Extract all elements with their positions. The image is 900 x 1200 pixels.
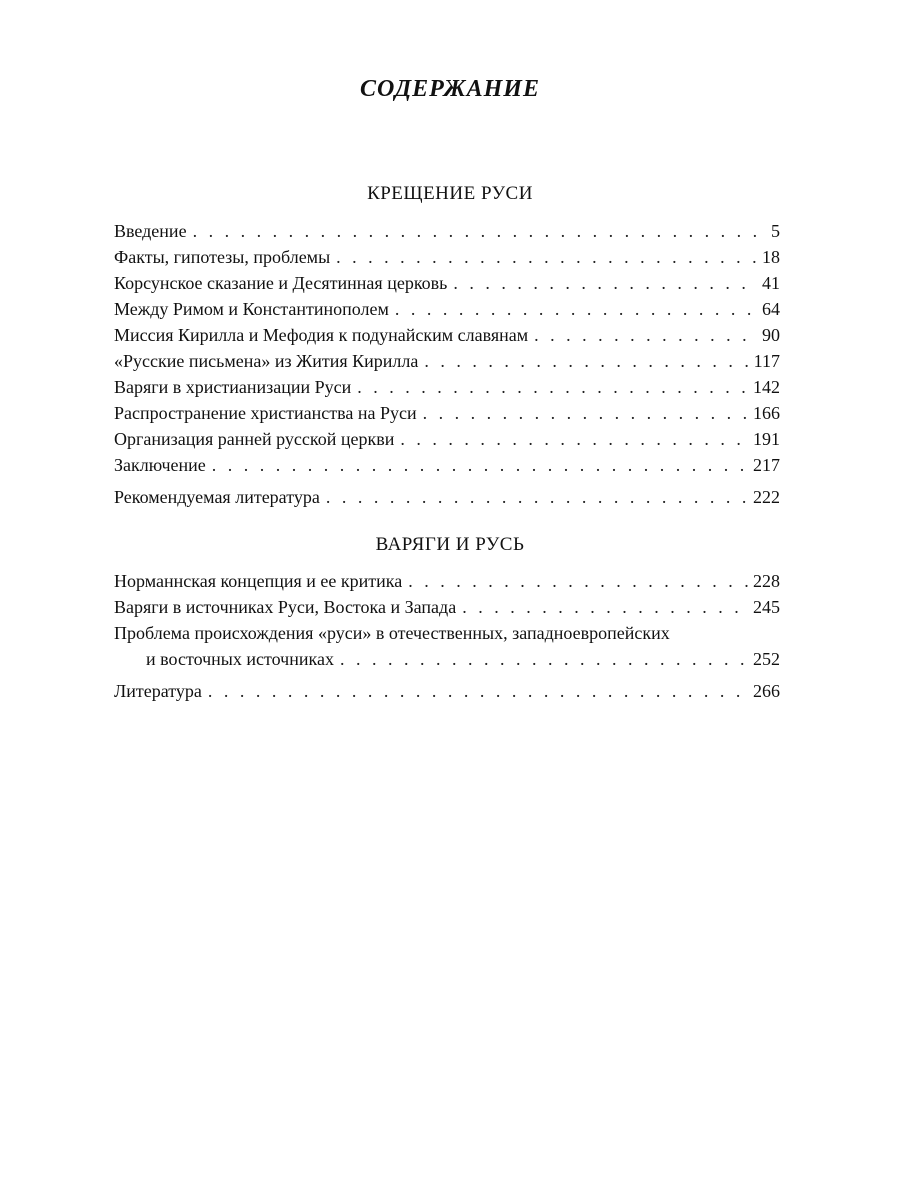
- toc-entry-title: Факты, гипотезы, проблемы: [114, 247, 331, 267]
- toc-entry-title: Варяги в источниках Руси, Востока и Запада: [114, 597, 457, 617]
- toc-entry-title: Варяги в христианизации Руси: [114, 377, 352, 397]
- toc-page-number: 142: [753, 377, 780, 397]
- toc-page-number: 245: [753, 597, 780, 617]
- toc-entry[interactable]: [114, 270, 780, 296]
- dot-leader: [208, 678, 749, 704]
- dot-leader: [423, 400, 749, 426]
- toc-entry[interactable]: [114, 452, 780, 478]
- toc-entry-title: «Русские письмена» из Жития Кирилла: [114, 351, 419, 371]
- dot-leader: [193, 218, 767, 244]
- toc-entry[interactable]: [114, 678, 780, 704]
- toc-entry-title: Миссия Кирилла и Мефодия к подунайским славянам: [114, 325, 529, 345]
- toc-page-number: 191: [753, 429, 780, 449]
- toc-entry-title: Норманнская концепция и ее критика: [114, 571, 403, 591]
- dot-leader: [462, 594, 749, 620]
- toc-page-number: 18: [762, 247, 780, 267]
- toc-page-number: 217: [753, 455, 780, 475]
- toc-page-number: 90: [762, 325, 780, 345]
- toc-page-number: 222: [753, 487, 780, 507]
- toc-entry-continuation: [114, 646, 780, 672]
- toc-entry[interactable]: [114, 374, 780, 400]
- dot-leader: [395, 296, 758, 322]
- toc-page-number: 64: [762, 299, 780, 319]
- dot-leader: [400, 426, 749, 452]
- toc-entry[interactable]: [114, 400, 780, 426]
- dot-leader: [534, 322, 758, 348]
- toc-entry-multiline[interactable]: [114, 620, 780, 672]
- section-heading-varyagi: ВАРЯГИ И РУСЬ: [375, 534, 525, 555]
- dot-leader: [340, 646, 749, 672]
- toc-entry-title: Введение: [114, 221, 187, 241]
- toc-entry[interactable]: [114, 348, 780, 374]
- toc-list-section-1: [114, 218, 780, 510]
- toc-entry[interactable]: [114, 218, 780, 244]
- dot-leader: [453, 270, 758, 296]
- toc-page-number: 5: [771, 221, 780, 241]
- dot-leader: [326, 484, 749, 510]
- dot-leader: [357, 374, 749, 400]
- toc-page-number: 252: [753, 649, 780, 669]
- toc-page-number: 228: [753, 571, 780, 591]
- dot-leader: [424, 348, 749, 374]
- toc-entry[interactable]: [114, 568, 780, 594]
- toc-list-section-2: [114, 568, 780, 704]
- toc-entry[interactable]: [114, 244, 780, 270]
- toc-entry-title-line1: Проблема происхождения «руси» в отечественных, западноевропейских: [114, 623, 670, 643]
- dot-leader: [336, 244, 758, 270]
- dot-leader: [212, 452, 749, 478]
- toc-entry[interactable]: [114, 426, 780, 452]
- toc-entry[interactable]: [114, 296, 780, 322]
- toc-entry-title: Организация ранней русской церкви: [114, 429, 395, 449]
- toc-entry[interactable]: [114, 594, 780, 620]
- toc-page-number: 117: [753, 351, 780, 371]
- toc-entry-title: Корсунское сказание и Десятинная церковь: [114, 273, 448, 293]
- toc-entry-title: Литература: [114, 681, 202, 701]
- section-heading-kreshchenie: КРЕЩЕНИЕ РУСИ: [367, 183, 533, 204]
- toc-page-number: 166: [753, 403, 780, 423]
- toc-entry-title: Между Римом и Константинополем: [114, 299, 389, 319]
- toc-entry-title: Заключение: [114, 455, 206, 475]
- toc-entry[interactable]: [114, 322, 780, 348]
- toc-entry-title: Распространение христианства на Руси: [114, 403, 417, 423]
- toc-entry-title-line2: и восточных источниках: [146, 649, 334, 669]
- page-title: СОДЕРЖАНИЕ: [360, 76, 540, 102]
- dot-leader: [408, 568, 749, 594]
- toc-page-number: 266: [753, 681, 780, 701]
- toc-entry-title: Рекомендуемая литература: [114, 487, 320, 507]
- toc-entry[interactable]: [114, 484, 780, 510]
- toc-page-number: 41: [762, 273, 780, 293]
